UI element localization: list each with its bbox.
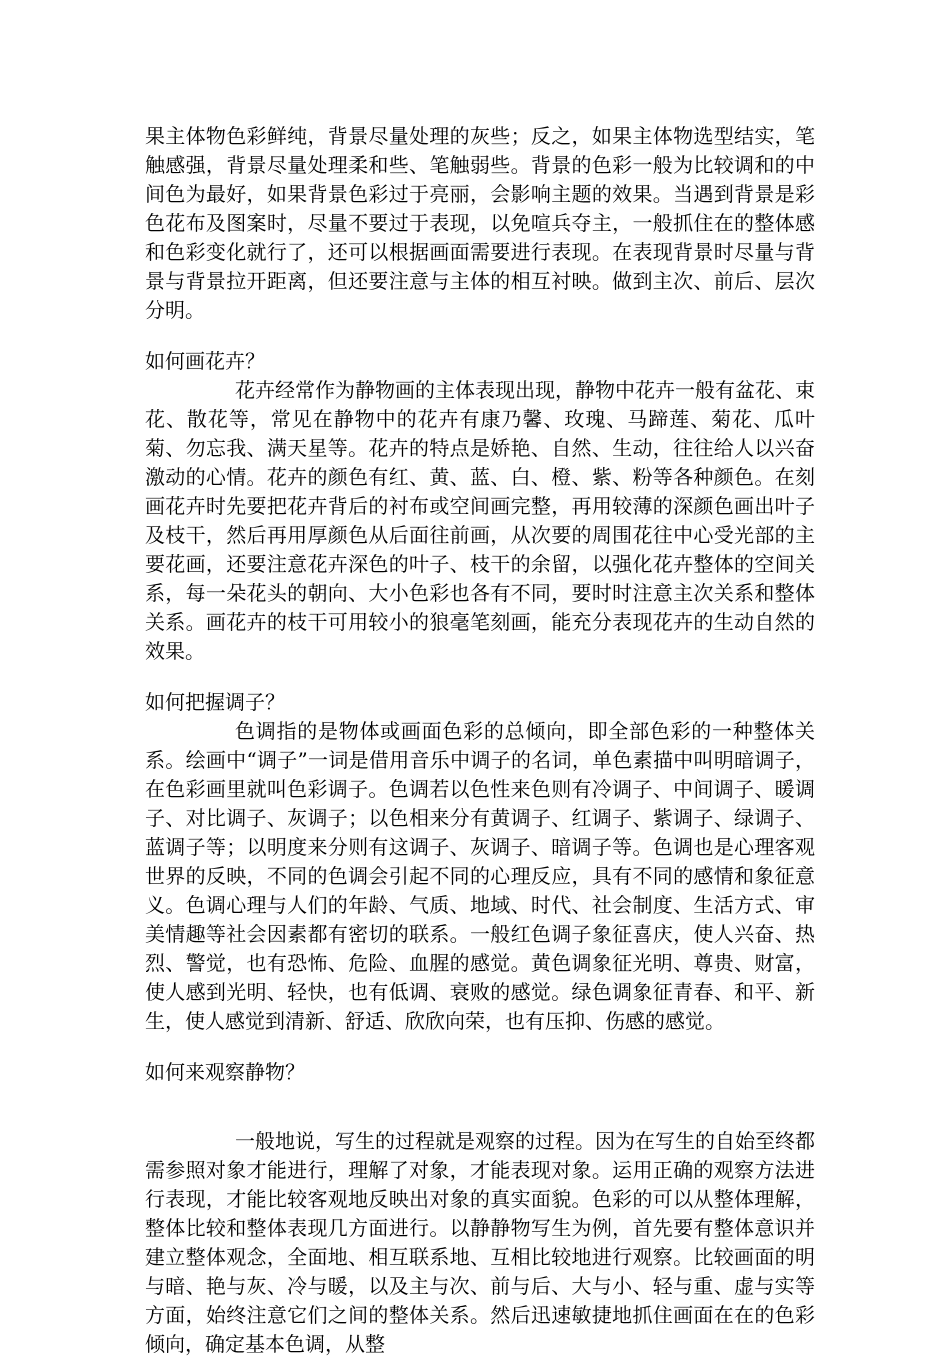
section-heading-flowers: 如何画花卉？ — [145, 349, 265, 373]
spacer — [145, 666, 815, 688]
section-body-tone: 色调指的是物体或画面色彩的总倾向，即全部色彩的一种整体关系。绘画中“调子”一词是借用音乐中调子的名词，单色素描中叫明暗调子，在色彩画里就叫色彩调子。色调若以色性来色则有冷调子、中间调子、暖调子、对比调子、灰调子；以色相来分有黄调子、红调子、紫调子、绿调子、蓝调子等；以明度来分则有这调子、灰调子、暗调子等。色调也是心理客观世界的反映，不同的色调会引起不同的心理反应，具有不同的感情和象征意义。色调心理与人们的年龄、气质、地域、时代、社会制度、生活方式、审美情趣等社会因素都有密切的联系。一般红色调子象征喜庆，使人兴奋、热烈、警觉，也有恐怖、危险、血腥的感觉。黄色调象征光明、尊贵、财富，使人感到光明、轻快，也有低调、衰败的感觉。绿色调象征青春、和平、新生，使人感觉到清新、舒适、欣欣向荣，也有压抑、伤感的感觉。 — [145, 719, 815, 1033]
document-page — [145, 122, 815, 1359]
spacer — [145, 325, 815, 347]
section-body-flowers: 花卉经常作为静物画的主体表现出现，静物中花卉一般有盆花、束花、散花等，常见在静物中的花卉有康乃馨、玫瑰、马蹄莲、菊花、瓜叶菊、勿忘我、满天星等。花卉的特点是娇艳、自然、生动，往往给人以兴奋激动的心情。花卉的颜色有红、黄、蓝、白、橙、紫、粉等各种颜色。在刻画花卉时先要把花卉背后的衬布或空间画完整，再用较薄的深颜色画出叶子及枝干，然后再用厚颜色从后面往前画，从次要的周围花往中心受光部的主要花画，还要注意花卉深色的叶子、枝干的余留，以强化花卉整体的空间关系，每一朵花头的朝向、大小色彩也各有不同，要时时注意主次关系和整体关系。画花卉的枝干可用较小的狼毫笔刻画，能充分表现花卉的生动自然的效果。 — [145, 378, 815, 663]
section-heading-observe: 如何来观察静物？ — [145, 1060, 305, 1084]
section-body-observe: 一般地说，写生的过程就是观察的过程。因为在写生的自始至终都需参照对象才能进行，理解了对象，才能表现对象。运用正确的观察方法进行表现，才能比较客观地反映出对象的真实面貌。色彩的可以从整体理解，整体比较和整体表现几方面进行。以静静物写生为例，首先要有整体意识并建立整体观念，全面地、相互联系地、互相比较地进行观察。比较画面的明与暗、艳与灰、冷与暖，以及主与次、前与后、大与小、轻与重、虚与实等方面，始终注意它们之间的整体关系。然后迅速敏捷地抓住画面在在的色彩倾向，确定基本色调，从整 — [145, 1129, 815, 1356]
section-heading-tone: 如何把握调子？ — [145, 690, 285, 714]
spacer — [145, 1087, 815, 1127]
intro-paragraph: 果主体物色彩鲜纯，背景尽量处理的灰些；反之，如果主体物选型结实，笔触感强，背景尽量处理柔和些、笔触弱些。背景的色彩一般为比较调和的中间色为最好，如果背景色彩过于亮丽，会影响主题的效果。当遇到背景是彩色花布及图案时，尽量不要过于表现，以免喧兵夺主，一般抓住在的整体感和色彩变化就行了，还可以根据画面需要进行表现。在表现背景时尽量与背景与背景拉开距离，但还要注意与主体的相互衬映。做到主次、前后、层次分明。 — [145, 124, 815, 322]
spacer — [145, 1036, 815, 1058]
